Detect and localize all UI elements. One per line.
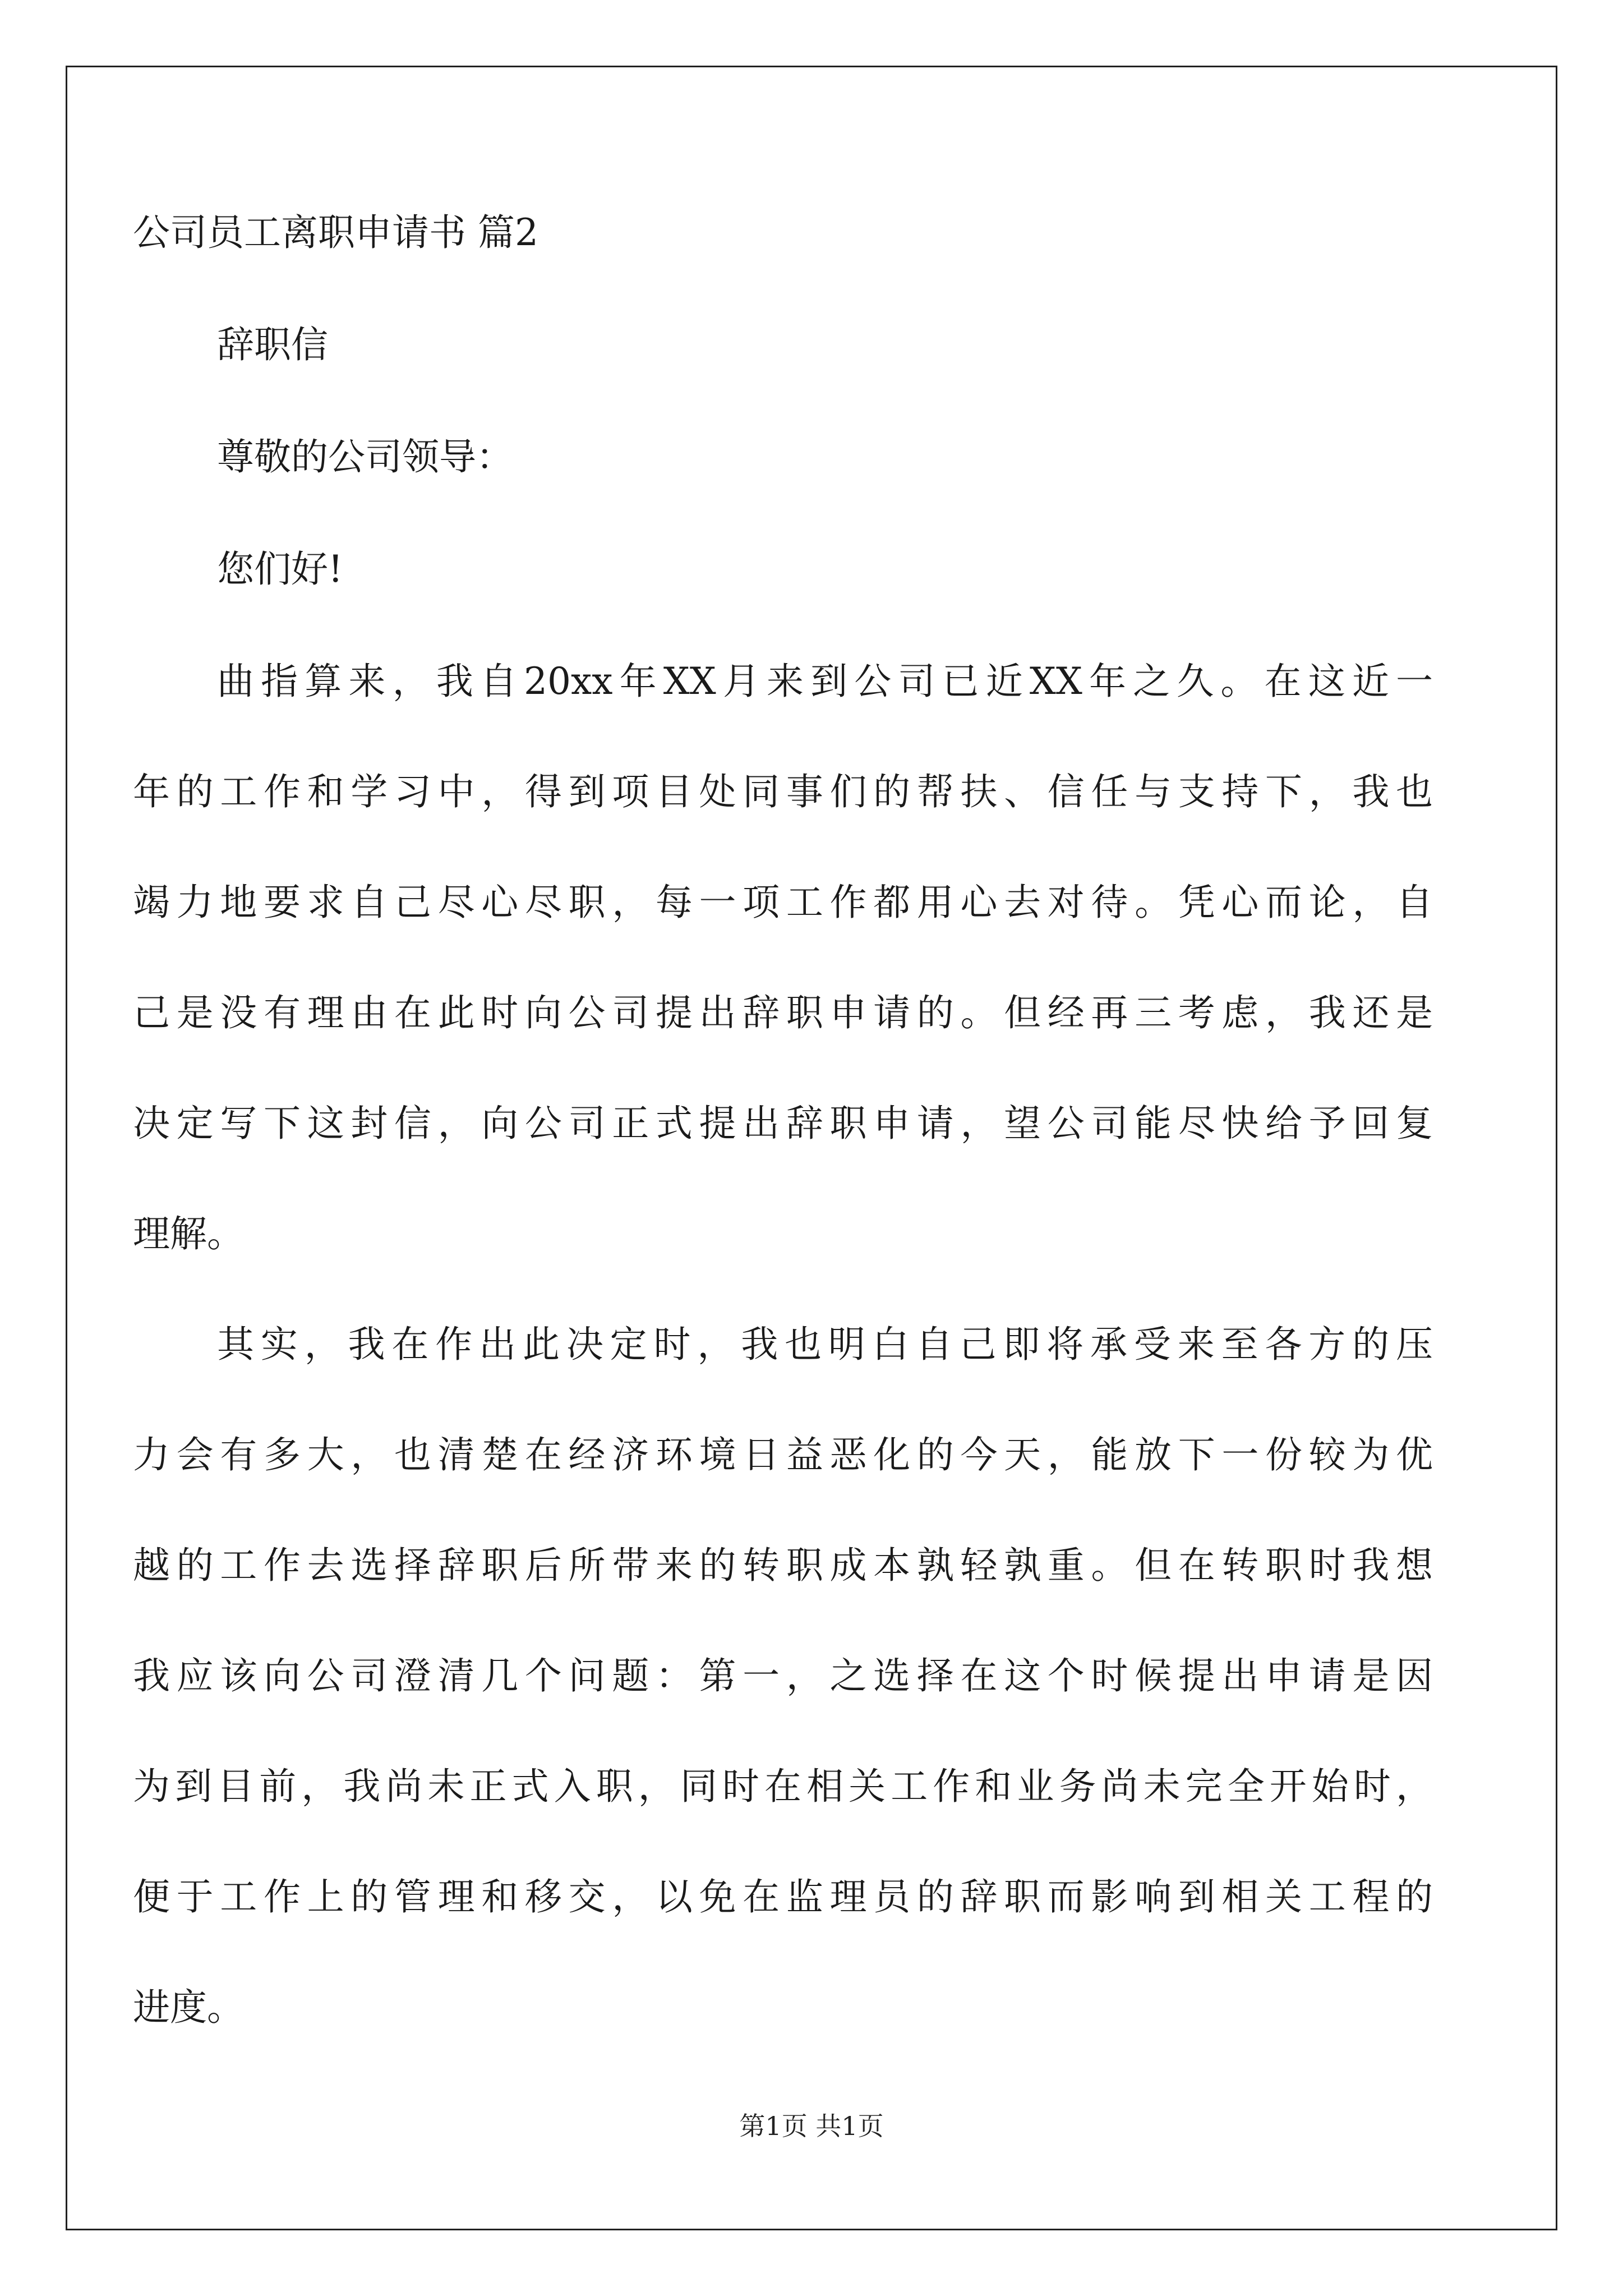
paragraph-line: 便于工作上的管理和移交，以免在监理员的辞职而影响到相关工程的: [133, 1875, 1433, 1918]
paragraph-line: 为到目前，我尚未正式入职，同时在相关工作和业务尚未完全开始时，: [133, 1765, 1433, 1808]
paragraph-line: 其实，我在作出此决定时，我也明白自己即将承受来至各方的压: [217, 1323, 1433, 1366]
letter-title: 辞职信: [217, 323, 328, 366]
salutation: 尊敬的公司领导：: [217, 435, 513, 478]
page-footer: 第1页 共1页: [739, 2111, 884, 2141]
greeting: 您们好!: [217, 547, 343, 591]
paragraph-line: 进度。: [133, 1986, 244, 2029]
document-heading: 公司员工离职申请书 篇2: [133, 211, 538, 254]
paragraph-line: 己是没有理由在此时向公司提出辞职申请的。但经再三考虑，我还是: [133, 991, 1433, 1034]
paragraph-line: 力会有多大，也清楚在经济环境日益恶化的今天，能放下一份较为优: [133, 1433, 1433, 1476]
paragraph-line: 曲指算来，我自20xx年XX月来到公司已近XX年之久。在这近一: [217, 660, 1433, 703]
paragraph-line: 理解。: [133, 1212, 244, 1255]
paragraph-line: 年的工作和学习中，得到项目处同事们的帮扶、信任与支持下，我也: [133, 770, 1433, 813]
paragraph-line: 我应该向公司澄清几个问题：第一，之选择在这个时候提出申请是因: [133, 1654, 1433, 1697]
paragraph-line: 竭力地要求自己尽心尽职，每一项工作都用心去对待。凭心而论，自: [133, 881, 1433, 924]
paragraph-line: 决定写下这封信，向公司正式提出辞职申请，望公司能尽快给予回复: [133, 1102, 1433, 1145]
paragraph-line: 越的工作去选择辞职后所带来的转职成本孰轻孰重。但在转职时我想: [133, 1544, 1433, 1587]
